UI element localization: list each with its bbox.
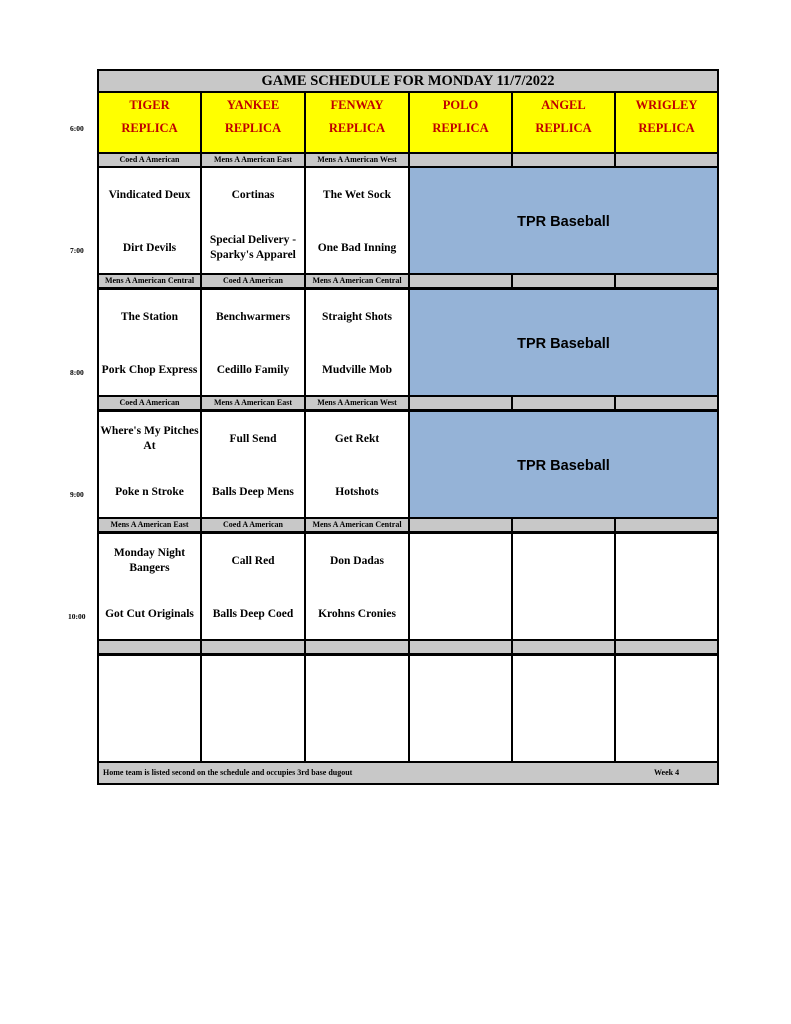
division-label — [616, 641, 717, 653]
game-cell — [99, 290, 200, 395]
game-cell — [306, 168, 408, 273]
away-team: The Wet Sock — [322, 188, 392, 201]
week-label: Week 4 — [654, 768, 680, 777]
division-label — [513, 397, 614, 409]
field-name: YANKEE — [226, 98, 280, 112]
field-sub: REPLICA — [224, 121, 282, 135]
field-header-angel — [513, 93, 614, 152]
empty-cell — [410, 656, 511, 761]
division-label — [99, 641, 200, 653]
empty-cell — [513, 656, 614, 761]
reserved-block — [410, 290, 717, 395]
home-team: Special Delivery - Sparky's Apparel — [209, 234, 297, 261]
empty-cell — [202, 656, 304, 761]
away-team: Where's My Pitches At — [100, 425, 199, 452]
away-team: Don Dadas — [329, 554, 384, 567]
field-name: POLO — [442, 98, 479, 112]
away-team: Get Rekt — [334, 432, 380, 445]
division-label — [513, 641, 614, 653]
field-sub: REPLICA — [638, 121, 695, 135]
division-label — [616, 397, 717, 409]
home-team: Mudville Mob — [322, 363, 392, 376]
time-label: 8:00 — [70, 368, 84, 377]
division-label — [616, 275, 717, 287]
empty-cell — [99, 656, 200, 761]
footer-note: Home team is listed second on the schedule and occupies 3rd base dugout — [103, 768, 353, 777]
division-label: Mens A American Central — [99, 275, 200, 287]
division-label — [616, 154, 717, 166]
field-name: ANGEL — [541, 98, 586, 112]
division-label: Mens A American West — [306, 154, 408, 166]
reserved-block-label: TPR Baseball — [517, 458, 610, 474]
game-cell — [306, 412, 408, 517]
field-sub: REPLICA — [535, 121, 592, 135]
division-label — [410, 154, 511, 166]
division-label: Coed A American — [99, 154, 200, 166]
field-header-tiger — [99, 93, 200, 152]
schedule-sheet — [97, 69, 719, 785]
away-team: The Station — [120, 310, 179, 323]
division-label: Mens A American East — [202, 154, 304, 166]
reserved-block-label: TPR Baseball — [517, 214, 610, 230]
division-label: Mens A American West — [306, 397, 408, 409]
home-team: Dirt Devils — [122, 241, 177, 254]
division-label — [410, 397, 511, 409]
away-team: Straight Shots — [322, 310, 392, 323]
division-label — [202, 641, 304, 653]
game-cell — [99, 534, 200, 639]
time-label: 6:00 — [70, 124, 84, 133]
away-team: Benchwarmers — [215, 310, 291, 323]
game-cell — [99, 412, 200, 517]
empty-cell — [616, 656, 717, 761]
division-label: Coed A American — [99, 397, 200, 409]
home-team: Poke n Stroke — [115, 485, 184, 498]
empty-cell — [410, 534, 511, 639]
home-team: Got Cut Originals — [105, 607, 194, 620]
division-label — [513, 154, 614, 166]
field-sub: REPLICA — [432, 121, 489, 135]
division-label: Coed A American — [202, 519, 304, 531]
empty-cell — [616, 534, 717, 639]
footer-bar — [99, 763, 717, 783]
division-label — [410, 519, 511, 531]
time-label: 7:00 — [70, 246, 84, 255]
empty-cell — [306, 656, 408, 761]
division-label — [513, 519, 614, 531]
field-header-polo — [410, 93, 511, 152]
game-cell — [202, 168, 304, 273]
home-team: Hotshots — [335, 485, 379, 498]
division-label: Mens A American Central — [306, 275, 408, 287]
game-cell — [306, 290, 408, 395]
page-title: GAME SCHEDULE FOR MONDAY 11/7/2022 — [99, 71, 717, 91]
division-label — [410, 275, 511, 287]
field-header-fenway — [306, 93, 408, 152]
away-team: Vindicated Deux — [108, 188, 191, 201]
game-cell — [202, 534, 304, 639]
home-team: Balls Deep Mens — [212, 485, 294, 498]
reserved-block — [410, 412, 717, 517]
field-sub: REPLICA — [121, 121, 178, 135]
game-cell — [99, 168, 200, 273]
home-team: One Bad Inning — [317, 241, 397, 254]
home-team: Cedillo Family — [216, 363, 290, 376]
field-header-wrigley — [616, 93, 717, 152]
field-name: WRIGLEY — [635, 98, 698, 112]
reserved-block — [410, 168, 717, 273]
division-label — [306, 641, 408, 653]
division-label — [410, 641, 511, 653]
division-label: Mens A American East — [99, 519, 200, 531]
time-label: 10:00 — [68, 612, 86, 621]
field-header-yankee — [202, 93, 304, 152]
field-sub: REPLICA — [328, 121, 386, 135]
away-team: Monday Night Bangers — [113, 547, 186, 574]
away-team: Full Send — [229, 432, 277, 445]
empty-cell — [513, 534, 614, 639]
game-cell — [202, 412, 304, 517]
field-name: FENWAY — [330, 98, 384, 112]
away-team: Call Red — [231, 554, 275, 567]
division-label: Coed A American — [202, 275, 304, 287]
home-team: Pork Chop Express — [101, 363, 198, 376]
field-name: TIGER — [129, 98, 170, 112]
division-label: Mens A American Central — [306, 519, 408, 531]
time-label: 9:00 — [70, 490, 84, 499]
home-team: Krohns Cronies — [318, 607, 396, 620]
division-label: Mens A American East — [202, 397, 304, 409]
reserved-block-label: TPR Baseball — [517, 336, 610, 352]
away-team: Cortinas — [231, 188, 275, 201]
home-team: Balls Deep Coed — [212, 607, 294, 620]
division-label — [513, 275, 614, 287]
game-cell — [202, 290, 304, 395]
division-label — [616, 519, 717, 531]
game-cell — [306, 534, 408, 639]
